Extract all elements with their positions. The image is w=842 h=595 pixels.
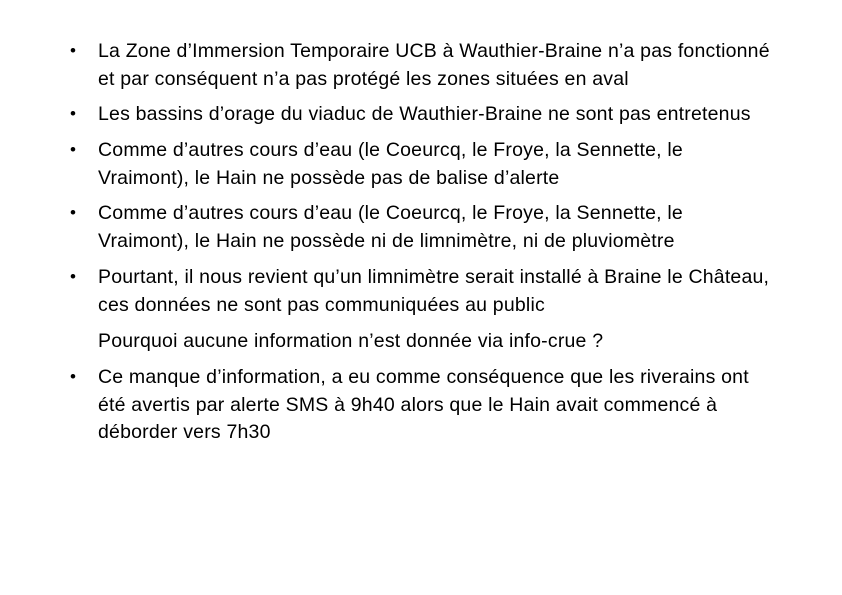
- bullet-icon: •: [70, 266, 77, 286]
- list-item: [62, 38, 772, 93]
- list-item-text: Comme d’autres cours d’eau (le Coeurcq, le Froye, la Sennette, le Vraimont), le Hain ne possède pas de balise d’alerte: [98, 139, 683, 189]
- list-item-text: La Zone d’Immersion Temporaire UCB à Wauthier-Braine n’a pas fonctionné et par conséquent n’a pas protégé les zones situées en aval: [98, 40, 770, 90]
- bullet-icon: •: [70, 104, 77, 124]
- list-item-subtext: Pourquoi aucune information n’est donnée via info-crue ?: [98, 330, 604, 353]
- list-item: [62, 264, 772, 356]
- list-item: [62, 364, 772, 447]
- bullet-icon: •: [70, 203, 77, 223]
- list-item-text: Ce manque d’information, a eu comme conséquence que les riverains ont été avertis par alerte SMS à 9h40 alors que le Hain avait commencé à déborder vers 7h30: [98, 365, 749, 444]
- list-item-text: Les bassins d’orage du viaduc de Wauthier-Braine ne sont pas entretenus: [98, 103, 751, 126]
- bullet-icon: •: [70, 366, 77, 386]
- list-item-text: Comme d’autres cours d’eau (le Coeurcq, le Froye, la Sennette, le Vraimont), le Hain ne possède ni de limnimètre, ni de pluviomètre: [98, 202, 683, 253]
- bullet-icon: •: [70, 41, 77, 60]
- list-item: [62, 200, 772, 255]
- bullet-icon: •: [70, 140, 77, 160]
- bullet-list: [62, 38, 772, 447]
- list-item-text: Pourtant, il nous revient qu’un limnimètre serait installé à Braine le Château, ces données ne sont pas communiquées au public: [98, 265, 770, 316]
- list-item: [62, 137, 772, 192]
- list-item: [62, 101, 772, 129]
